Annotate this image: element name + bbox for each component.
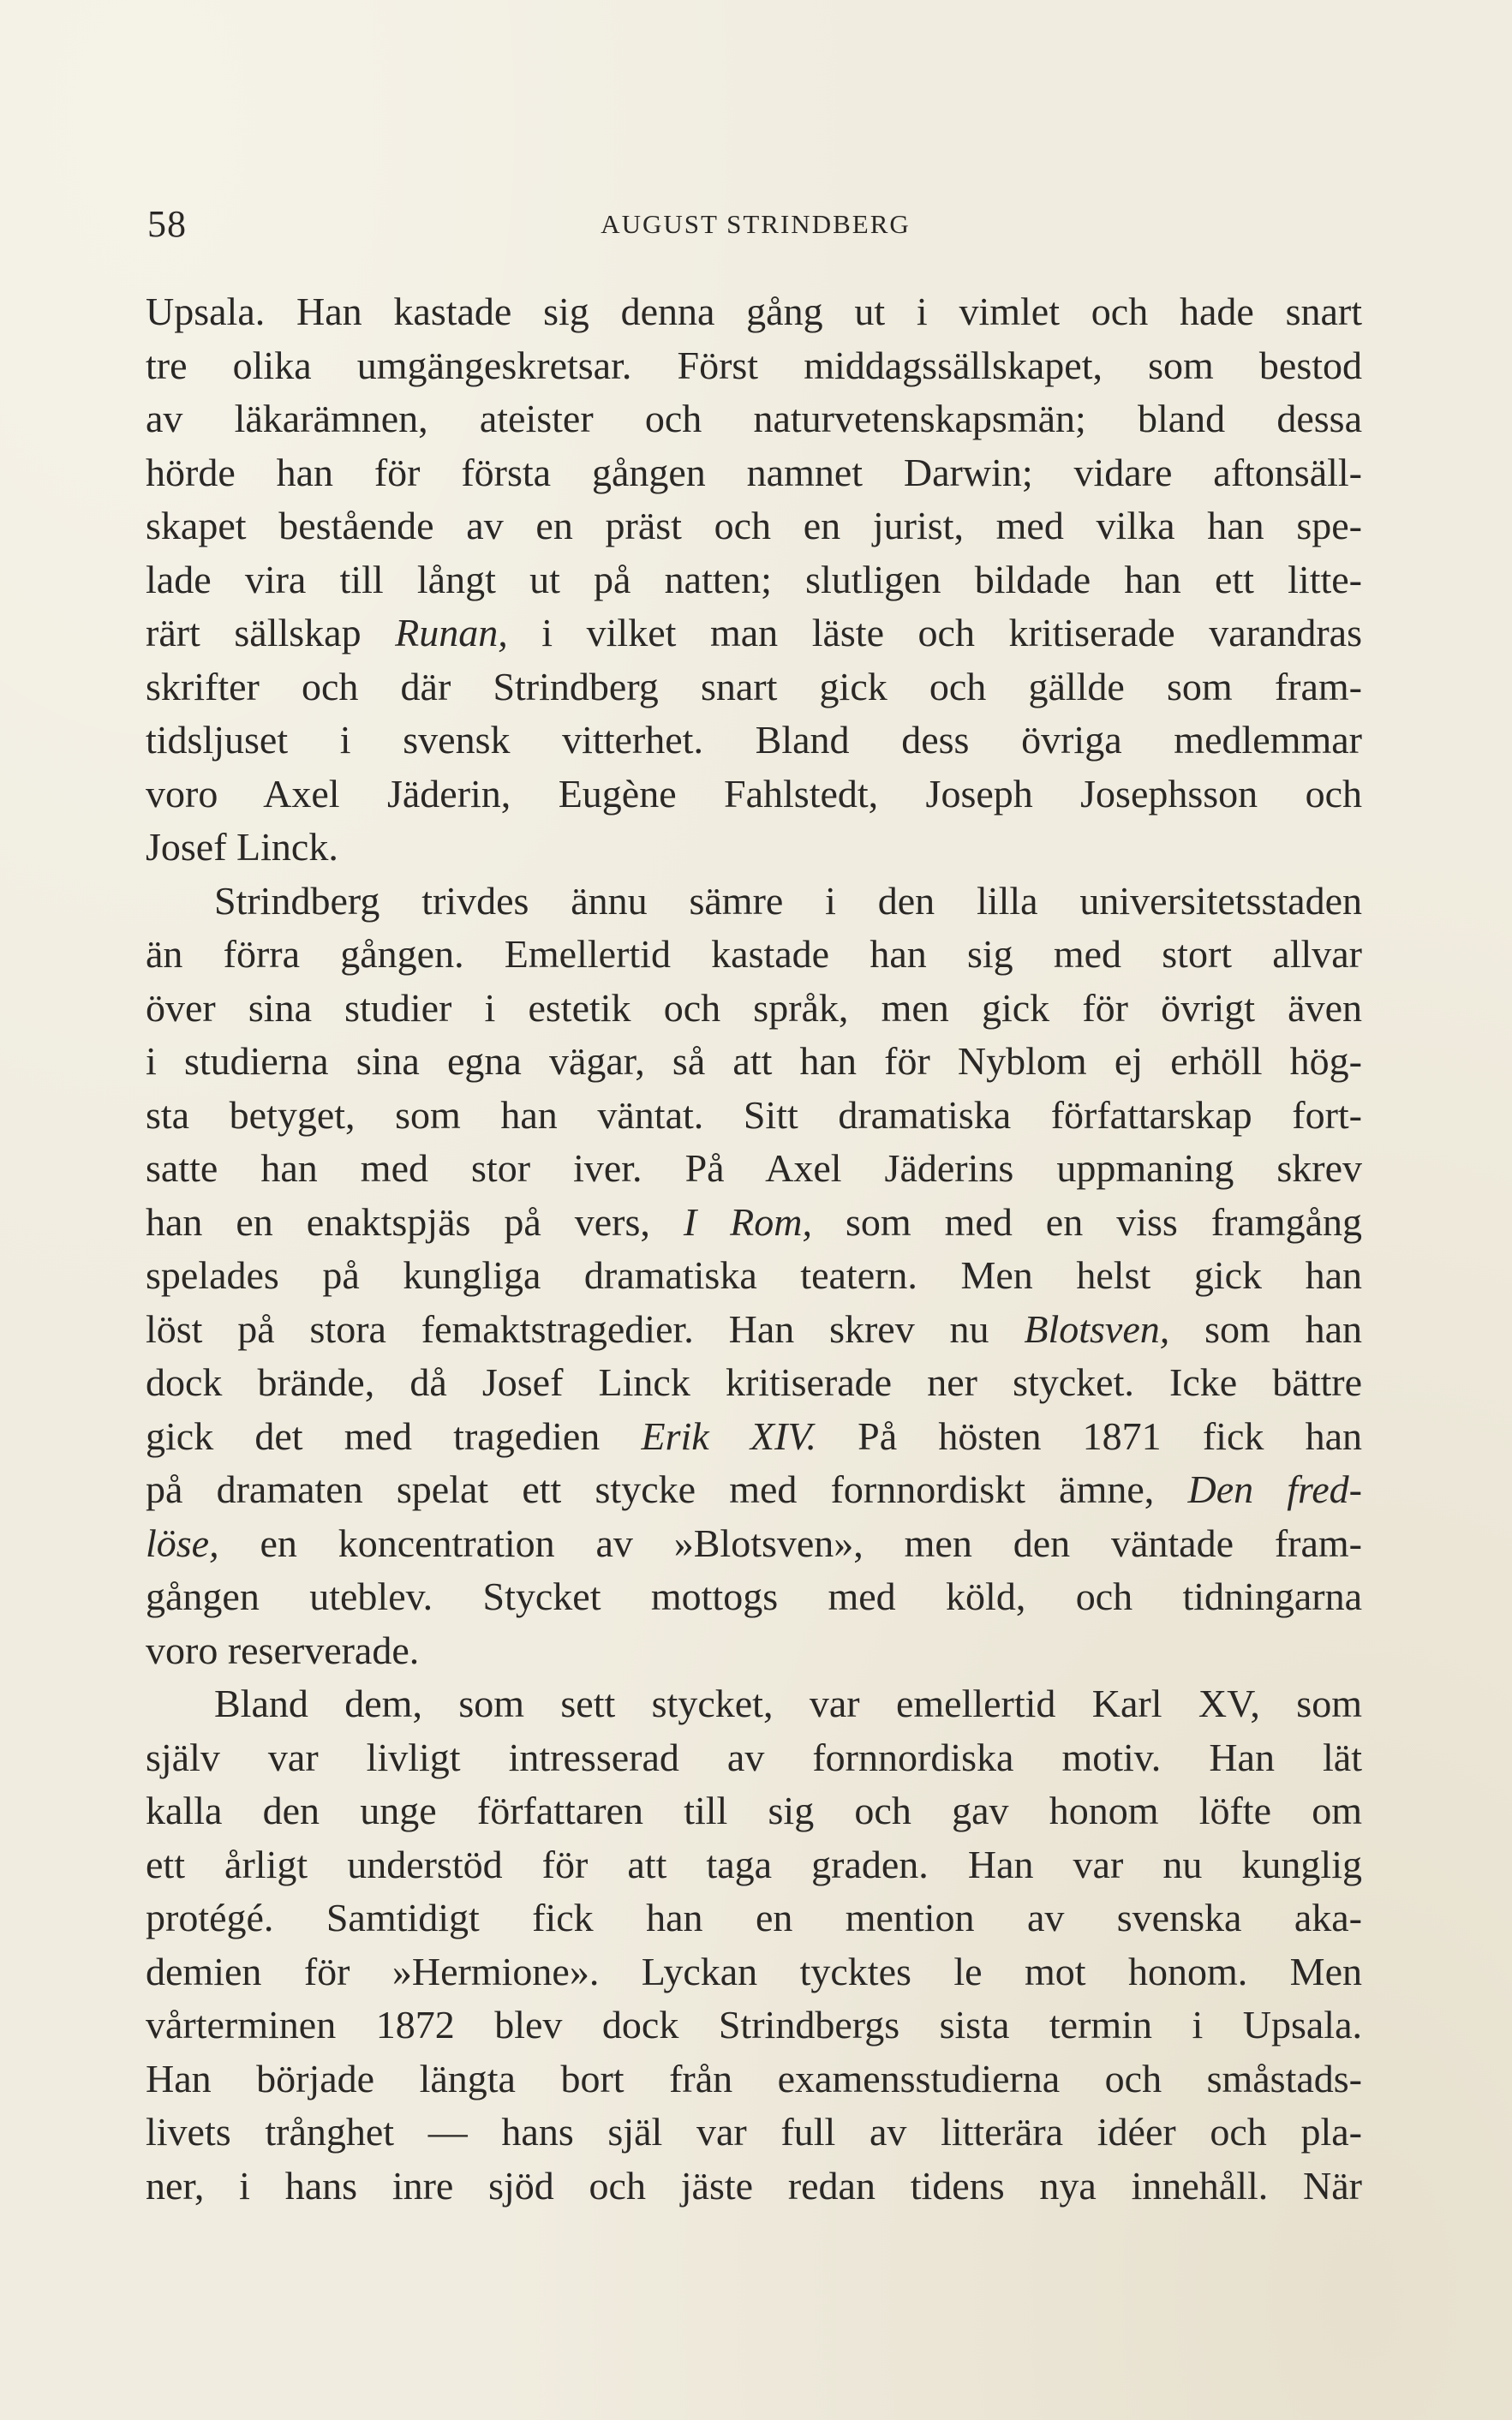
text-line: skrifter och där Strindberg snart gick och gällde som fram- <box>146 664 1362 708</box>
text-run: löst på stora femaktstragedier. Han skrev nu <box>146 1306 1025 1351</box>
text-line: dock brände, då Josef Linck kritiserade ner stycket. Icke bättre <box>146 1360 1362 1404</box>
italic-title: Den fred- <box>1187 1467 1362 1511</box>
text-line: voro Axel Jäderin, Eugène Fahlstedt, Joseph Josephsson och <box>146 771 1362 816</box>
page-number: 58 <box>147 203 187 245</box>
text-line: voro reserverade. <box>146 1628 420 1672</box>
italic-title: Blotsven, <box>1024 1306 1170 1351</box>
text-run: i vilket man läste och kritiserade varandras <box>507 611 1362 654</box>
text-line: i studierna sina egna vägar, så att han för Nyblom ej erhöll hög- <box>146 1039 1362 1083</box>
text-run: en koncentration av »Blotsven», men den väntade fram- <box>218 1521 1362 1565</box>
text-line <box>146 1517 1362 1571</box>
text-line: sta betyget, som han väntat. Sitt dramatiska författarskap fort- <box>146 1092 1362 1137</box>
italic-title: Erik XIV. <box>641 1413 816 1458</box>
text-run: På hösten 1871 fick han <box>816 1413 1362 1458</box>
text-run: som med en viss framgång <box>812 1199 1362 1244</box>
text-line: Bland dem, som sett stycket, var emellertid Karl XV, som <box>214 1682 1362 1725</box>
text-line <box>146 1463 1362 1517</box>
text-run: gick det med tragedien <box>146 1413 642 1458</box>
text-line <box>146 606 1362 660</box>
text-line: själv var livligt intresserad av fornnordiska motiv. Han lät <box>146 1735 1362 1779</box>
body-text <box>146 285 1362 2213</box>
text-line: ner, i hans inre sjöd och jäste redan tidens nya innehåll. När <box>146 2163 1362 2208</box>
running-head <box>147 202 1364 245</box>
text-run: som han <box>1169 1306 1362 1351</box>
text-line: vårterminen 1872 blev dock Strindbergs sista termin i Upsala. <box>146 2003 1362 2047</box>
text-line: skapet bestående av en präst och en jurist, med vilka han spe- <box>146 504 1362 547</box>
italic-title: löse, <box>146 1521 219 1565</box>
text-line: Josef Linck. <box>146 825 338 869</box>
text-line: gången uteblev. Stycket mottogs med köld, och tidningarna <box>146 1574 1362 1618</box>
text-line: spelades på kungliga dramatiska teatern. Men helst gick han <box>146 1253 1362 1297</box>
text-line: Han började längta bort från examensstudierna och småstads- <box>146 2056 1362 2100</box>
text-run: han en enaktspjäs på vers, <box>146 1199 684 1244</box>
text-line: av läkarämnen, ateister och naturvetenskapsmän; bland dessa <box>146 397 1362 440</box>
text-line: än förra gången. Emellertid kastade han sig med stort allvar <box>146 932 1362 976</box>
text-line <box>146 1303 1362 1357</box>
text-line: livets trånghet — hans själ var full av litterära idéer och pla- <box>146 2110 1362 2154</box>
text-line <box>146 1196 1362 1250</box>
text-line: Upsala. Han kastade sig denna gång ut i vimlet och hade snart <box>146 290 1362 333</box>
text-run: rärt sällskap <box>146 611 396 654</box>
text-run: på dramaten spelat ett stycke med fornnordiskt ämne, <box>146 1467 1188 1511</box>
text-line: kalla den unge författaren till sig och gav honom löfte om <box>146 1789 1362 1832</box>
text-line: tre olika umgängeskretsar. Först middagssällskapet, som bestod <box>146 343 1362 387</box>
text-line <box>146 1410 1362 1464</box>
text-line: Strindberg trivdes ännu sämre i den lilla universitetsstaden <box>214 878 1362 923</box>
text-line: tidsljuset i svensk vitterhet. Bland dess övriga medlemmar <box>146 718 1362 762</box>
running-title: AUGUST STRINDBERG <box>601 209 911 239</box>
italic-title: I Rom, <box>683 1199 812 1244</box>
text-line: ett årligt understöd för att taga graden. Han var nu kunglig <box>146 1842 1362 1886</box>
italic-title: Runan, <box>395 611 508 654</box>
text-line: protégé. Samtidigt fick han en mention av svenska aka- <box>146 1896 1362 1939</box>
text-line: lade vira till långt ut på natten; slutligen bildade han ett litte- <box>146 557 1362 601</box>
text-line: demien för »Hermione». Lyckan tycktes le mot honom. Men <box>146 1949 1362 1993</box>
text-line: satte han med stor iver. På Axel Jäderins uppmaning skrev <box>146 1146 1362 1190</box>
text-line: hörde han för första gången namnet Darwin; vidare aftonsäll- <box>146 450 1362 494</box>
text-line: över sina studier i estetik och språk, men gick för övrigt även <box>146 985 1362 1030</box>
